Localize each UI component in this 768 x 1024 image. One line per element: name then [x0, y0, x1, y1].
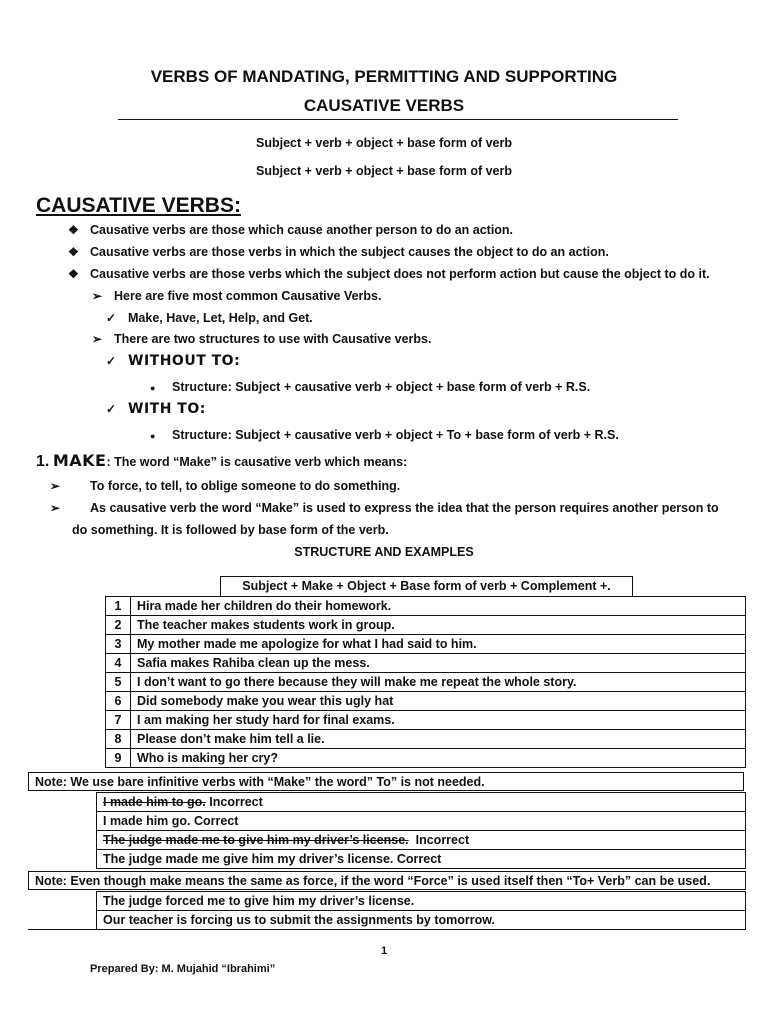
table-row — [106, 730, 746, 749]
example-cell — [97, 850, 746, 869]
table-row — [106, 749, 746, 768]
note-2-table — [96, 891, 746, 930]
with-to-heading — [106, 401, 206, 417]
bullet-text: Causative verbs are those verbs in which the subject causes the object to do an action. — [90, 245, 609, 259]
prepared-by: Prepared By: M. Mujahid “Ibrahimi” — [90, 963, 276, 975]
check-icon: ✓ — [106, 311, 117, 325]
diamond-bullet-icon: ❖ — [68, 267, 79, 281]
table-row — [97, 812, 746, 831]
row-text: The teacher makes students work in group. — [131, 616, 746, 635]
table-row — [106, 673, 746, 692]
bullet-2 — [68, 245, 609, 259]
title-divider — [118, 119, 678, 120]
arrow-item-2 — [92, 332, 431, 346]
examples-table — [105, 596, 746, 768]
note-1: Note: We use bare infinitive verbs with “Make” the word” To” is not needed. — [28, 772, 744, 791]
bullet-1 — [68, 223, 513, 237]
row-number: 4 — [106, 654, 131, 673]
check-icon: ✓ — [106, 354, 117, 368]
arrow-bullet-icon: ➢ — [92, 332, 103, 346]
check-text: Make, Have, Let, Help, and Get. — [128, 311, 313, 325]
row-text: My mother made me apologize for what I had said to him. — [131, 635, 746, 654]
row-number: 9 — [106, 749, 131, 768]
row-text: Hira made her children do their homework. — [131, 597, 746, 616]
title-line-2: CAUSATIVE VERBS — [303, 96, 465, 115]
without-to-heading — [106, 353, 240, 369]
make-heading — [36, 451, 407, 471]
table-row — [97, 911, 746, 930]
point-text: To force, to tell, to oblige someone to do something. — [90, 479, 401, 493]
example-cell: The judge forced me to give him my driver’s license. — [97, 892, 746, 911]
section-heading: CAUSATIVE VERBS: — [36, 194, 241, 217]
make-number: 1. — [36, 453, 50, 470]
with-to-label: WITH TO: — [128, 401, 206, 417]
page-number: 1 — [380, 945, 388, 957]
verdict-text: Incorrect — [408, 833, 470, 847]
arrow-text: Here are five most common Causative Verbs. — [114, 289, 382, 303]
make-formula-box: Subject + Make + Object + Base form of verb + Complement +. — [220, 576, 633, 596]
make-definition: : The word “Make” is causative verb which means: — [106, 455, 408, 469]
note-2: Note: Even though make means the same as force, if the word “Force” is used itself then “To+ Verb” can be used. — [28, 871, 746, 890]
bottom-rule — [28, 929, 96, 930]
example-cell — [97, 793, 746, 812]
row-text: Safia makes Rahiba clean up the mess. — [131, 654, 746, 673]
point-text: As causative verb the word “Make” is used to express the idea that the person requires another person to — [90, 501, 719, 515]
check-icon: ✓ — [106, 402, 117, 416]
struck-text: I made him to go. — [103, 795, 206, 809]
formula-1: Subject + verb + object + base form of verb — [256, 136, 512, 150]
diamond-bullet-icon: ❖ — [68, 223, 79, 237]
make-word: MAKE — [52, 451, 107, 470]
bullet-text: Causative verbs are those which cause another person to do an action. — [90, 223, 514, 237]
verdict-text: The judge made me give him my driver’s license. Correct — [103, 852, 442, 866]
example-cell: Our teacher is forcing us to submit the assignments by tomorrow. — [97, 911, 746, 930]
arrow-bullet-icon: ➢ — [92, 289, 103, 303]
row-number: 3 — [106, 635, 131, 654]
arrow-text: There are two structures to use with Causative verbs. — [114, 332, 432, 346]
structure-heading: STRUCTURE AND EXAMPLES — [294, 545, 474, 559]
row-number: 7 — [106, 711, 131, 730]
row-text: Who is making her cry? — [131, 749, 746, 768]
table-row — [106, 654, 746, 673]
make-point-1 — [50, 479, 400, 493]
note-1-table — [96, 792, 746, 869]
diamond-bullet-icon: ❖ — [68, 245, 79, 259]
table-row — [97, 892, 746, 911]
table-row — [97, 793, 746, 812]
arrow-item-1 — [92, 289, 381, 303]
dot-bullet-icon: ● — [150, 431, 156, 441]
bullet-3 — [68, 267, 710, 281]
row-number: 1 — [106, 597, 131, 616]
verdict-text: Incorrect — [205, 795, 263, 809]
row-text: Please don’t make him tell a lie. — [131, 730, 746, 749]
dot-bullet-icon: ● — [150, 383, 156, 393]
formula-2: Subject + verb + object + base form of verb — [256, 164, 512, 178]
row-text: I don’t want to go there because they will make me repeat the whole story. — [131, 673, 746, 692]
make-point-2 — [50, 501, 719, 515]
row-number: 2 — [106, 616, 131, 635]
bullet-text: Causative verbs are those verbs which the subject does not perform action but cause the object to do it. — [90, 267, 710, 281]
row-number: 5 — [106, 673, 131, 692]
struck-text: The judge made me to give him my driver’s license. — [103, 833, 409, 847]
table-row — [106, 635, 746, 654]
table-row — [106, 616, 746, 635]
row-number: 8 — [106, 730, 131, 749]
verdict-text: I made him go. Correct — [103, 814, 239, 828]
table-row — [106, 711, 746, 730]
structure-text: Structure: Subject + causative verb + object + To + base form of verb + R.S. — [172, 428, 619, 442]
structure-text: Structure: Subject + causative verb + object + base form of verb + R.S. — [172, 380, 591, 394]
check-item-1 — [106, 311, 313, 325]
example-cell — [97, 831, 746, 850]
table-row — [97, 850, 746, 869]
with-to-structure — [150, 428, 619, 442]
table-row — [97, 831, 746, 850]
example-cell — [97, 812, 746, 831]
without-to-structure — [150, 380, 590, 394]
make-point-2-cont: do something. It is followed by base form of the verb. — [72, 523, 389, 537]
row-text: Did somebody make you wear this ugly hat — [131, 692, 746, 711]
arrow-bullet-icon: ➢ — [50, 501, 61, 515]
table-row — [106, 692, 746, 711]
table-row — [106, 597, 746, 616]
without-to-label: WITHOUT TO: — [128, 353, 241, 369]
arrow-bullet-icon: ➢ — [50, 479, 61, 493]
row-text: I am making her study hard for final exams. — [131, 711, 746, 730]
row-number: 6 — [106, 692, 131, 711]
title-line-1: VERBS OF MANDATING, PERMITTING AND SUPPORTING — [150, 67, 618, 86]
